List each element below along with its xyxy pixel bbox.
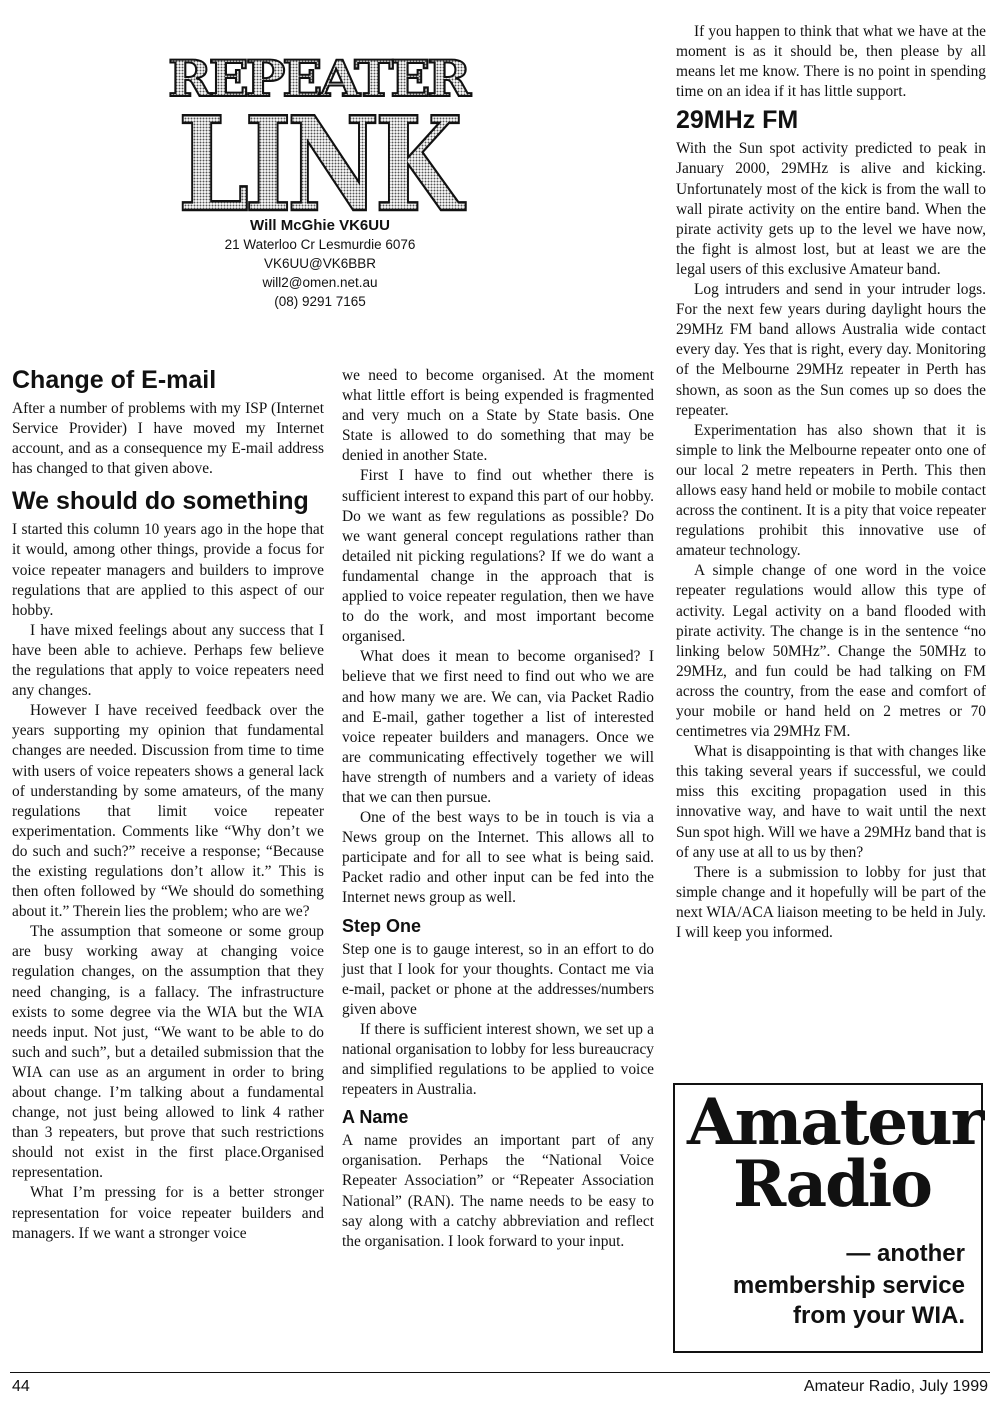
paragraph: Step one is to gauge interest, so in an effort to do just that I look for your thoughts. Contact me via e-mail, packet or phone at the addresses/numbers given above: [342, 940, 654, 1018]
paragraph: What does it mean to become organised? I believe that we first need to find out who we are and how many we are. We can, via Packet Radio and E-mail, gather together a list of interested voice repeater builders and managers. Once we are communicating effectively together we will have strength of numbers and a variety of ideas that we can then pursue.: [342, 648, 654, 806]
paragraph: There is a submission to lobby for just that simple change and it hopefully will be part of the next WIA/ACA liaison meeting to be held in July. I will keep you informed.: [676, 863, 986, 942]
heading-we-should-do-something: We should do something: [12, 487, 309, 516]
paragraph: If there is sufficient interest shown, we set up a national organisation to lobby for less bureaucracy and simplified regulations to be applied to voice repeaters in Australia.: [342, 1020, 654, 1099]
paragraph: Log intruders and send in your intruder logs. For the next few years during daylight hours the 29MHz FM band allows Australia wide contact every day. Yes that is right, every day. Monitoring of the Melbourne 29MHz repeater in Perth has shown, as soon as the Sun comes up so does the repeater.: [676, 281, 986, 419]
logo-graphic: [163, 48, 473, 218]
membership-advertisement: [673, 1083, 983, 1353]
publication-info: Amateur Radio, July 1999: [803, 1378, 988, 1395]
author-address: 21 Waterloo Cr Lesmurdie 6076: [224, 237, 416, 252]
ad-line-2: membership service: [732, 1272, 965, 1299]
paragraph: A name provides an important part of any organisation. Perhaps the “National Voice Repeater Association” or “Repeater Association National” (RAN). The name needs to be easy to say along with a catchy abbreviation and reflect the organisation. I look forward to your input.: [342, 1132, 654, 1250]
paragraph: One of the best ways to be in touch is via a News group on the Internet. This allows all to participate and for all to see what is being said. Packet radio and other input can be fed into the Internet news group as well.: [342, 809, 654, 907]
page-number: 44: [12, 1378, 30, 1395]
paragraph: A simple change of one word in the voice repeater regulations would allow this type of activity. Legal activity on a band flooded with pirate activity. The change is in the sentence “no linking below 50MHz”. Change the 50MHz to 29MHz, and fun could be had talking on FM across the country, from the ease and comfort of your mobile or hand held on 2 metres or 70 centimetres via 29MHz FM.: [676, 562, 986, 741]
logo-bottom-text: LINK: [178, 88, 466, 218]
column-1: [12, 362, 324, 1244]
column-3: [676, 22, 986, 943]
paragraph: What I’m pressing for is a better stronger representation for voice repeater builders and managers. If we want a stronger voice: [12, 1184, 324, 1242]
author-byline: [150, 216, 490, 311]
column-2: [342, 366, 654, 1252]
footer-rule: [10, 1372, 990, 1373]
author-email: will2@omen.net.au: [262, 275, 378, 290]
ad-word-amateur: Amateur: [687, 1085, 983, 1160]
paragraph: With the Sun spot activity predicted to peak in January 2000, 29MHz is alive and kicking. Unfortunately most of the kick is from the wall to wall pirate activity on the entire band. When the pirate activity gets up to the level we have now, the fight is almost lost, but at least we are the legal users of this exclusive Amateur band.: [676, 140, 986, 278]
paragraph: However I have received feedback over the years supporting my opinion that fundamental changes are needed. Discussion from time to time with users of voice repeaters shows a general lack of understanding by some amateurs, of the many regulations that limit voice repeater experimentation. Comments like “Why don’t we do such and such?” receive a response; “Because the existing regulations don’t allow it.” This is then often followed by “We should do something about it.” Therein lies the problem; who are we?: [12, 702, 324, 921]
heading-step-one: Step One: [342, 915, 422, 936]
paragraph: Experimentation has also shown that it is simple to link the Melbourne repeater onto one of our local 2 metre repeaters in Perth. This then allows easy hand held or mobile to mobile contact across the continent. It is a pity that voice repeater regulations prohibit this innovative use of amateur technology.: [676, 421, 986, 560]
logo-top-text: REPEATER: [168, 49, 472, 108]
paragraph: I have mixed feelings about any success that I have been able to achieve. Perhaps few believe the regulations that apply to voice repeaters need any changes.: [12, 621, 324, 700]
paragraph: First I have to find out whether there is sufficient interest to expand this part of our hobby. Do we want as few regulations as possible? Do we want general concept regulations rather than detailed nit picking regulations? If we do want a fundamental change in the approach that is applied to voice repeater regulation, then we have to do the work, and most important become organised.: [342, 467, 654, 646]
ad-line-1: — another: [846, 1240, 965, 1267]
paragraph: I started this column 10 years ago in the hope that it would, among other things, provide a focus for voice repeater managers and builders to improve regulations that are applied to this aspect of our hobby.: [12, 521, 324, 619]
author-name: Will McGhie VK6UU: [250, 217, 390, 234]
paragraph: After a number of problems with my ISP (Internet Service Provider) I have moved my Internet account, and as a consequence my E-mail address has changed to that given above.: [12, 400, 324, 478]
heading-change-of-email: Change of E-mail: [12, 366, 217, 394]
ad-line-3: from your WIA.: [793, 1302, 965, 1329]
author-packet: VK6UU@VK6BBR: [264, 256, 376, 271]
heading-29mhz-fm: 29MHz FM: [676, 106, 799, 135]
paragraph: What is disappointing is that with changes like this taking several years if successful, we could miss this exciting propagation used in this innovative way, and have to wait until the next Sun spot high. Will we have a 29MHz band that is of any use at all to us by then?: [676, 743, 986, 861]
paragraph: If you happen to think that what we have at the moment is as it should be, then please by all means let me know. There is no point in spending time on an idea if it has little support.: [676, 23, 986, 101]
repeater-link-logo: [163, 48, 473, 218]
heading-a-name: A Name: [342, 1107, 409, 1128]
ad-word-radio: Radio: [733, 1147, 931, 1222]
author-phone: (08) 9291 7165: [274, 294, 366, 309]
paragraph: we need to become organised. At the moment what little effort is being expended is fragmented and very much on a State by State basis. One State is allowed to do something that may be denied in another State.: [342, 367, 654, 465]
paragraph: The assumption that someone or some group are busy working away at changing voice regulation changes, on the assumption that they need changing, is a fallacy. The infrastructure exists to some degree via the WIA but the WIA needs input. Not just, “We want to be able to do such and such”, but a detailed submission that the WIA can use as an argument in order to bring about change. I’m talking about a fundamental change, not just being allowed to link 4 rather than 3 repeaters, but prove that such restrictions should not exist in the first place.Organised representation.: [12, 923, 324, 1182]
